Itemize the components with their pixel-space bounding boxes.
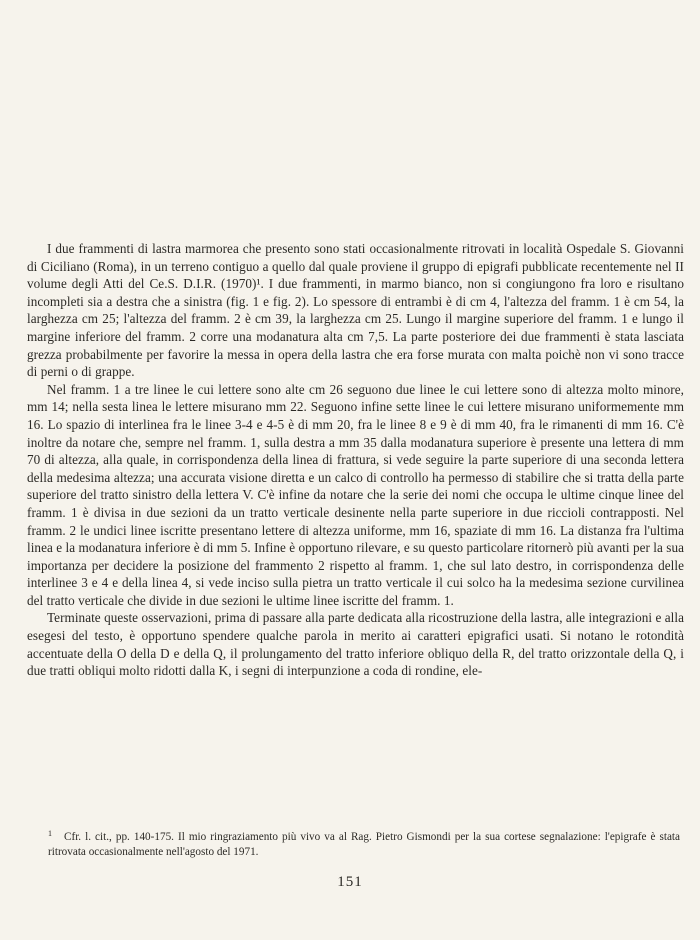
paragraph-1: I due frammenti di lastra marmorea che presento sono stati occasionalmente ritrovati in località Ospedale S. Giovanni di Ciciliano (Roma), in un terreno contiguo a quello dal quale proviene il gruppo di epigrafi pubblicate recentemente nel II volume degli Atti del Ce.S. D.I.R. (1970)¹. I due frammenti, in marmo bianco, non si congiungono fra loro e risultano incompleti sia a destra che a sinistra (fig. 1 e fig. 2). Lo spessore di entrambi è di cm 4, l'altezza del framm. 1 è cm 54, la larghezza cm 25; l'altezza del framm. 2 è cm 39, la larghezza cm 25. Lungo il margine superiore del framm. 1 e lungo il margine inferiore del framm. 2 corre una modanatura alta cm 7,5. La parte posteriore dei due frammenti è stata lasciata grezza probabilmente per favorire la messa in opera della lastra che era forse murata con malta poichè non vi sono tracce di perni o di grappe. xyxy=(27,241,684,380)
footnote-marker: 1 xyxy=(48,829,52,838)
paragraph-3: Terminate queste osservazioni, prima di passare alla parte dedicata alla ricostruzione della lastra, alle integrazioni e alla esegesi del testo, è opportuno spendere qualche parola in merito ai caratteri epigrafici usati. Si notano le rotondità accentuate della O della D e della Q, il prolungamento del tratto inferiore obliquo della R, del tratto orizzontale della Q, i due tratti obliqui molto ridotti dalla K, i segni di interpunzione a coda di rondine, ele- xyxy=(27,610,684,679)
footnote-text: Cfr. l. cit., pp. 140-175. Il mio ringraziamento più vivo va al Rag. Pietro Gismondi per la sua cortese segnalazione: l'epigrafe è stata ritrovata occasionalmente nell'agosto del 1971. xyxy=(48,831,680,858)
page-number: 151 xyxy=(337,874,363,890)
footnote xyxy=(48,826,680,860)
body-text xyxy=(27,240,684,680)
paragraph-2: Nel framm. 1 a tre linee le cui lettere sono alte cm 26 seguono due linee le cui lettere sono di altezza molto minore, mm 14; nella sesta linea le lettere misurano mm 22. Seguono infine sette linee le cui lettere misurano uniformemente mm 16. Lo spazio di interlinea fra le linee 3-4 e 4-5 è di mm 20, fra le linee 8 e 9 è di mm 40, fra le rimanenti di mm 16. C'è inoltre da notare che, sempre nel framm. 1, sulla destra a mm 35 dalla modanatura superiore è presente una lettera di mm 70 di altezza, alla quale, in corrispondenza della linea di frattura, si vede seguire la parte superiore di una seconda lettera della medesima altezza; una accurata visione diretta e un calco di controllo ha permesso di stabilire che si tratta della parte superiore del tratto sinistro della lettera V. C'è infine da notare che la serie dei nomi che occupa le ultime cinque linee del framm. 1 è divisa in due sezioni da un tratto verticale desinente nella parte superiore in due riccioli contrapposti. Nel framm. 2 le undici linee iscritte presentano lettere di altezza uniforme, mm 16, spaziate di mm 16. La distanza fra l'ultima linea e la modanatura inferiore è di mm 5. Infine è opportuno rilevare, e su questo particolare ritornerò più avanti per la sua importanza per decidere la posizione del frammento 2 rispetto al framm. 1, che sul lato destro, in corrispondenza delle interlinee 3 e 4 e della linea 4, si vede inciso sulla pietra un tratto verticale il cui solco ha la medesima sezione curvilinea del tratto verticale che divide in due sezioni le ultime linee iscritte del framm. 1. xyxy=(27,381,684,608)
